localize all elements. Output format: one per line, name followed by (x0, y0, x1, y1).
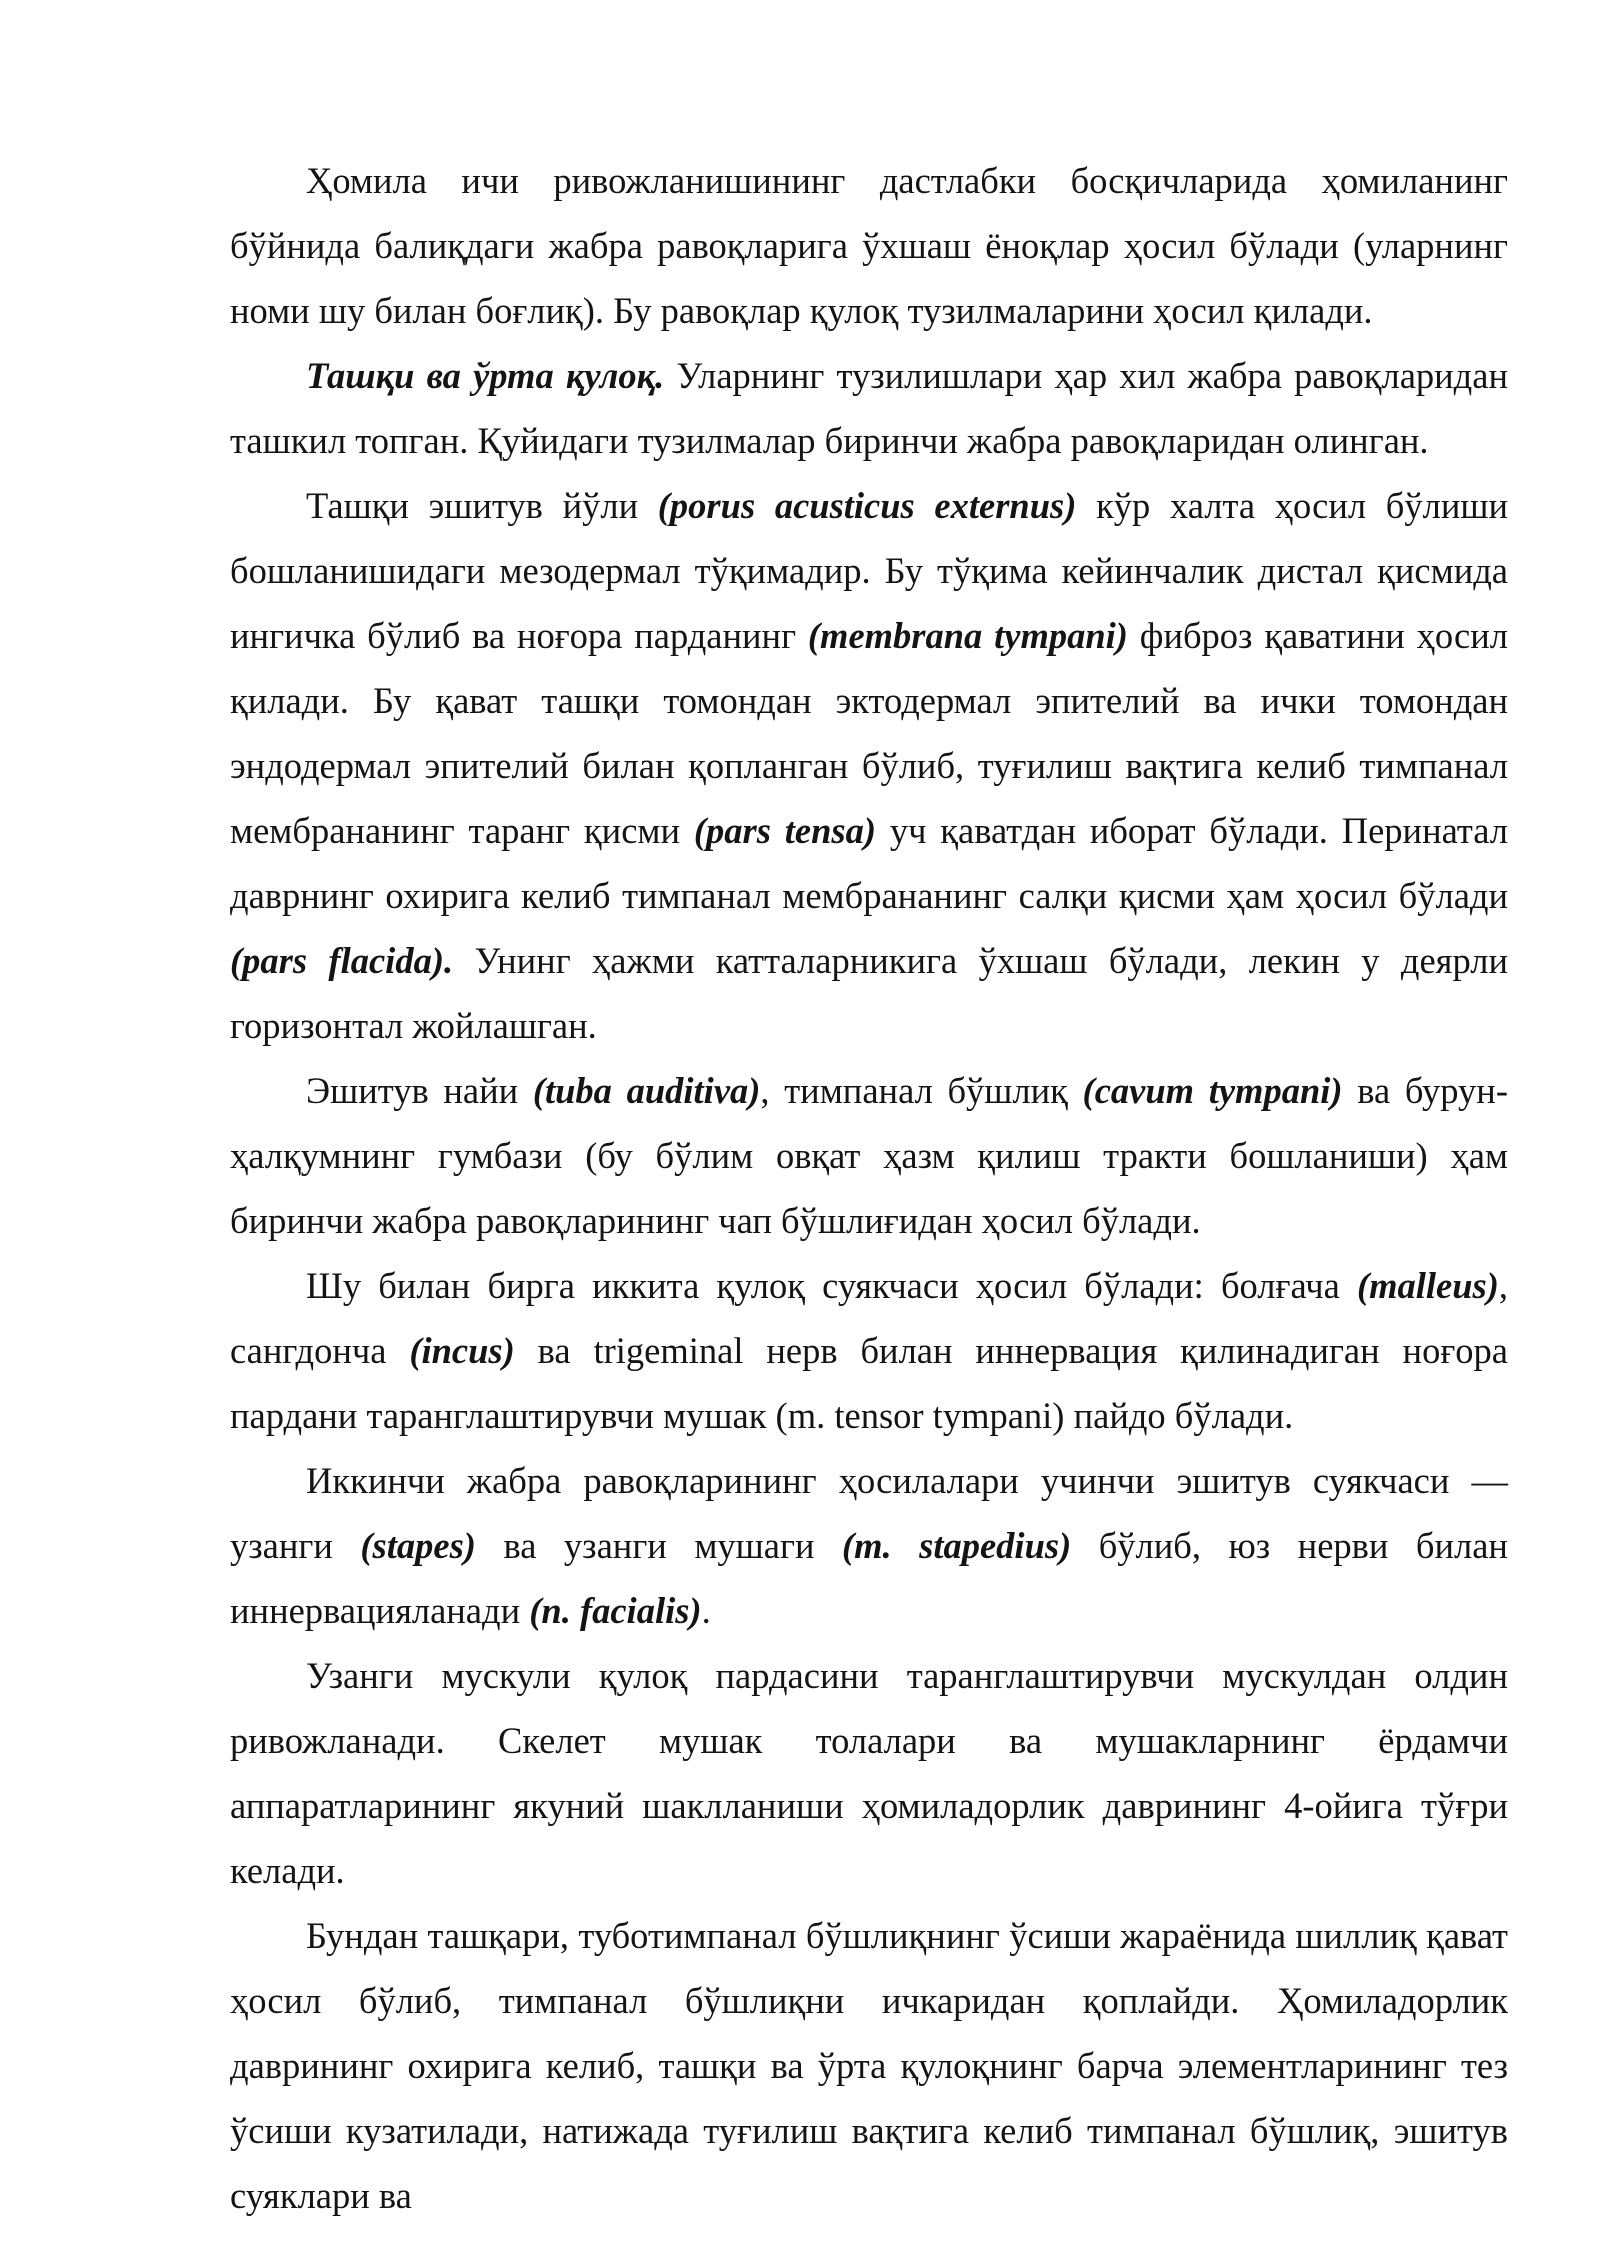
emphasized-term: (stapes) (360, 1525, 476, 1566)
emphasized-term: Ташқи ва ўрта қулоқ. (306, 355, 665, 396)
paragraph-8 (230, 1903, 1508, 2228)
paragraph-4 (230, 1058, 1508, 1253)
emphasized-term: (cavum tympani) (1082, 1070, 1343, 1111)
text-run: Шу билан бирга иккита қулоқ суякчаси ҳосил бўлади: болғача (306, 1265, 1357, 1306)
text-run: , сангдонча (230, 1265, 1508, 1371)
text-run: ва бурун-ҳалқумнинг гумбази (бу бўлим овқат ҳазм қилиш тракти бошланиши) ҳам биринчи жабра равоқларининг чап бўшлиғидан ҳосил бўлади. (230, 1070, 1508, 1241)
emphasized-term: (tuba auditiva) (532, 1070, 761, 1111)
paragraph-6 (230, 1448, 1508, 1643)
text-run: Иккинчи жабра равоқларининг ҳосилалари учинчи эшитув суякчаси — узанги (230, 1460, 1508, 1566)
paragraph-7 (230, 1643, 1508, 1903)
text-run: Бундан ташқари, туботимпанал бўшлиқнинг ўсиши жараёнида шиллиқ қават ҳосил бўлиб, тимпанал бўшлиқни ичкаридан қоплайди. Ҳомиладорлик даврининг охирига келиб, ташқи ва ўрта қулоқнинг барча элементларининг тез ўсиши кузатилади, натижада туғилиш вақтига келиб тимпанал бўшлиқ, эшитув суяклари ва (230, 1915, 1508, 2216)
document-page (230, 148, 1508, 2228)
text-run: , тимпанал бўшлиқ (760, 1070, 1083, 1111)
text-run: бўлиб, юз нерви билан иннервацияланади (230, 1525, 1508, 1631)
text-run: Узанги мускули қулоқ пардасини таранглаштирувчи мускулдан олдин ривожланади. Скелет мушак толалари ва мушакларнинг ёрдамчи аппаратларининг якуний шаклланиши ҳомиладорлик даврининг 4-ойига тўғри келади. (230, 1655, 1508, 1891)
paragraph-3 (230, 473, 1508, 1058)
emphasized-term: (porus acusticus externus) (657, 485, 1077, 526)
text-run: ва узанги мушаги (475, 1525, 842, 1566)
emphasized-term: (m. stapedius) (841, 1525, 1072, 1566)
text-run: кўр халта ҳосил бўлиши бошланишидаги мезодермал тўқимадир. Бу тўқима кейинчалик дистал қисмида ингичка бўлиб ва ноғора парданинг (230, 485, 1508, 656)
text-run: уч қаватдан иборат бўлади. Перинатал даврнинг охирига келиб тимпанал мембрананинг салқи қисми ҳам ҳосил бўлади (230, 810, 1508, 916)
paragraph-5 (230, 1253, 1508, 1448)
emphasized-term: (pars flacida). (230, 940, 454, 981)
text-run: фиброз қаватини ҳосил қилади. Бу қават ташқи томондан эктодермал эпителий ва ички томондан эндодермал эпителий билан қопланган бўлиб, туғилиш вақтига келиб тимпанал мембрананинг таранг қисми (230, 615, 1509, 851)
emphasized-term: (incus) (409, 1330, 515, 1371)
text-run: . (701, 1590, 711, 1631)
text-run: Уларнинг тузилишлари ҳар хил жабра равоқларидан ташкил топган. Қуйидаги тузилмалар биринчи жабра равоқларидан олинган. (230, 355, 1508, 461)
emphasized-term: (pars tensa) (693, 810, 876, 851)
text-run: Унинг ҳажми катталарникига ўхшаш бўлади, лекин у деярли горизонтал жойлашган. (230, 940, 1508, 1046)
text-run: Эшитув найи (306, 1070, 533, 1111)
emphasized-term: (membrana tympani) (807, 615, 1128, 656)
text-run: ва trigeminal нерв билан иннервация қилинадиган ноғора пардани таранглаштирувчи мушак (m. tensor tympani) пайдо бўлади. (230, 1330, 1508, 1436)
text-run: Ҳомила ичи ривожланишининг дастлабки босқичларида ҳомиланинг бўйнида балиқдаги жабра равоқларига ўхшаш ёноқлар ҳосил бўлади (уларнинг номи шу билан боғлиқ). Бу равоқлар қулоқ тузилмаларини ҳосил қилади. (230, 160, 1508, 331)
emphasized-term: (n. facialis) (529, 1590, 702, 1631)
emphasized-term: (malleus) (1356, 1265, 1499, 1306)
paragraph-1 (230, 148, 1508, 343)
text-run: Ташқи эшитув йўли (306, 485, 658, 526)
paragraph-2 (230, 343, 1508, 473)
